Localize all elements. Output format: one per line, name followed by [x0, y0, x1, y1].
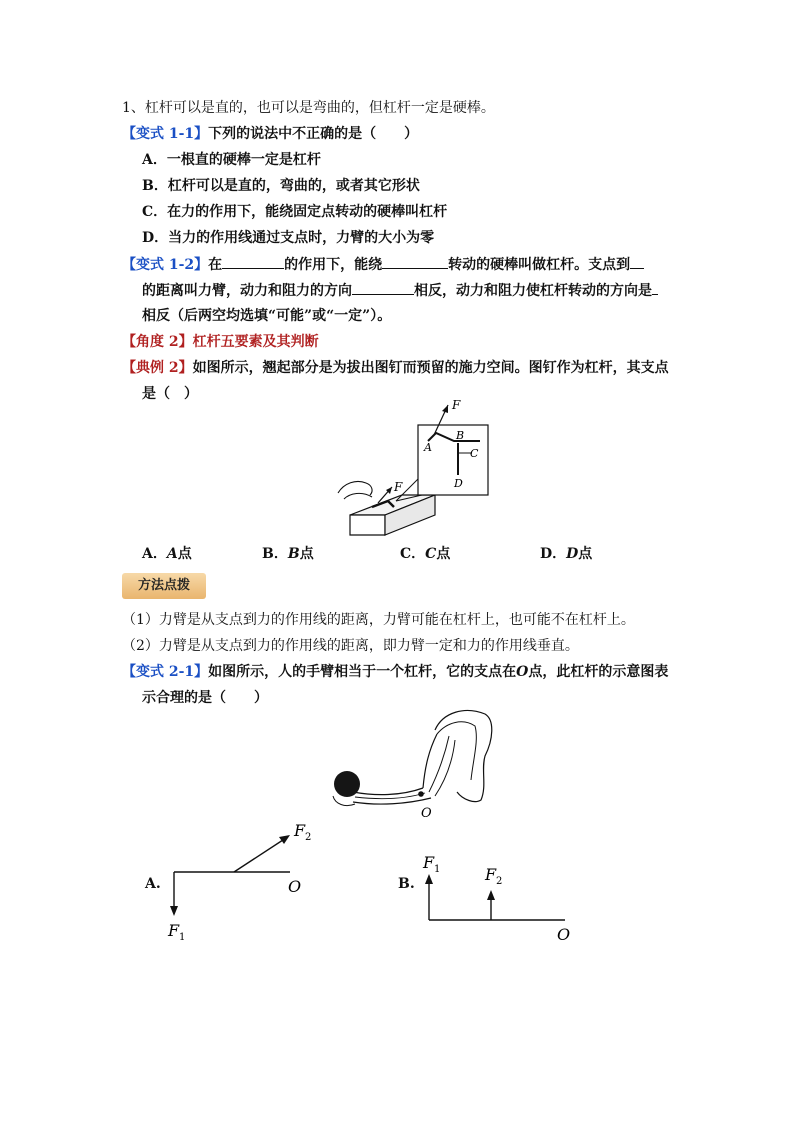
f1-sub-a: 1	[179, 932, 186, 943]
f2-arrowhead-a	[279, 835, 290, 844]
q21-option-a-label[interactable]: A.	[145, 876, 161, 892]
q11-option-b[interactable]: B．杠杆可以是直的，弯曲的，或者其它形状	[142, 178, 420, 194]
q12-blank-3[interactable]	[630, 254, 644, 269]
ex2-option-a-prefix: A．	[142, 546, 167, 562]
q11-stem	[122, 124, 418, 144]
force-arrowhead-large	[442, 405, 448, 413]
q12-text3: 转动的硬棒叫做杠杆。支点到	[448, 257, 631, 273]
upper-arm-bone-2	[435, 740, 455, 796]
ex2-stem1: 如图所示，翘起部分是为拔出图钉而预留的施力空间。图钉作为杠杆，其支点	[192, 360, 669, 376]
q12-blank-1[interactable]	[222, 254, 284, 269]
q11-option-a[interactable]: A．一根直的硬棒一定是杠杆	[142, 152, 321, 168]
q21-tag: 【变式 2-1】	[122, 664, 209, 680]
ex2-stem2: 是（ ）	[142, 386, 198, 402]
q21-stem1c: 点，此杠杆的示意图表	[528, 664, 669, 680]
f1-label-a: F	[168, 921, 180, 940]
ex2-option-c-suffix: 点	[436, 546, 451, 562]
f2-label-a: F	[294, 821, 306, 840]
q21-stem1b: O	[516, 664, 529, 680]
hand-sketch	[338, 481, 372, 495]
ex2-tag: 【典例 2】	[122, 360, 193, 376]
f2-label-b: F	[485, 865, 497, 884]
point-label-d: D	[454, 477, 463, 490]
ex2-option-b[interactable]	[262, 544, 314, 564]
q21-stem1a: 如图所示，人的手臂相当于一个杠杆，它的支点在	[208, 664, 517, 680]
ex2-option-a[interactable]	[142, 544, 192, 564]
angle2-heading: 【角度 2】杠杆五要素及其判断	[122, 334, 319, 350]
ex2-option-c-prefix: C．	[400, 546, 426, 562]
ex2-option-d-letter: D	[566, 546, 579, 562]
ex2-option-c[interactable]	[400, 544, 450, 564]
q11-option-c[interactable]: C．在力的作用下，能绕固定点转动的硬棒叫杠杆	[142, 204, 448, 220]
method-point-2: （2）力臂是从支点到力的作用线的距离，即力臂一定和力的作用线垂直。	[122, 638, 579, 654]
q21-option-b-label[interactable]: B.	[398, 876, 415, 892]
f1-arrowhead-b	[425, 874, 433, 884]
q12-text2: 的作用下，能绕	[284, 257, 383, 273]
f2-sub-b: 2	[496, 876, 503, 887]
point-label-b: B	[456, 429, 465, 442]
ex2-option-b-suffix: 点	[299, 546, 314, 562]
q12-text5: 相反，动力和阻力使杠杆转动的方向是	[414, 283, 652, 299]
ball	[334, 771, 360, 797]
q11-option-d[interactable]: D．当力的作用线通过支点时，力臂的大小为零	[142, 230, 435, 246]
method-point-1: （1）力臂是从支点到力的作用线的距离，力臂可能在杠杆上，也可能不在杠杆上。	[122, 612, 635, 628]
q12-line1	[122, 254, 644, 275]
f1-sub-b: 1	[434, 864, 441, 875]
point-label-c: C	[470, 447, 479, 460]
f2-arrow-a	[234, 838, 286, 872]
q12-line3	[142, 306, 391, 326]
f1-arrowhead-a	[170, 906, 178, 916]
forearm-top	[353, 788, 423, 795]
shoulder-inner	[437, 722, 476, 780]
intro-text: 1、杠杆可以是直的，也可以是弯曲的，但杠杆一定是硬棒。	[122, 100, 495, 116]
pivot-dot	[418, 791, 424, 797]
thumbtack-figure	[330, 395, 500, 540]
force-label-large: F	[452, 398, 461, 412]
arm-pivot-label: O	[421, 806, 432, 820]
ex2-stem-line1	[122, 358, 669, 378]
inset-box	[418, 425, 488, 495]
q12-text6: 相反（后两空均选填“可能”或“一定”）。	[142, 308, 392, 324]
q12-tag: 【变式 1-2】	[122, 257, 209, 273]
method-tag: 方法点拨	[122, 573, 206, 599]
ex2-option-a-letter: A	[166, 546, 178, 562]
ex2-option-d[interactable]	[540, 544, 592, 564]
hand-outline	[333, 796, 355, 806]
pivot-label-a: O	[288, 877, 302, 896]
q12-text4: 的距离叫力臂，动力和阻力的方向	[142, 283, 352, 299]
ex2-option-a-suffix: 点	[177, 546, 192, 562]
option-b-diagram	[415, 850, 585, 945]
pivot-label-b: O	[557, 925, 571, 944]
q21-stem2: 示合理的是（ ）	[142, 690, 268, 706]
ex2-option-d-suffix: 点	[578, 546, 593, 562]
q12-blank-5[interactable]	[652, 280, 658, 295]
f2-sub-a: 2	[305, 832, 312, 843]
q12-blank-2[interactable]	[382, 254, 448, 269]
q12-blank-4[interactable]	[352, 280, 414, 295]
point-label-a: A	[424, 441, 432, 454]
arm-figure	[325, 700, 505, 820]
ex2-option-d-prefix: D．	[540, 546, 567, 562]
f2-arrowhead-b	[487, 890, 495, 900]
f1-label-b: F	[423, 853, 435, 872]
ex2-option-b-prefix: B．	[262, 546, 288, 562]
hand-sketch-2	[344, 493, 372, 499]
q12-line2	[142, 280, 658, 301]
force-label-small: F	[394, 480, 403, 494]
ex2-option-c-letter: C	[425, 546, 437, 562]
q21-stem-line1	[122, 662, 668, 682]
forearm-bottom	[353, 798, 431, 804]
ex2-option-b-letter: B	[287, 546, 300, 562]
block-front	[350, 515, 385, 535]
q11-tag: 【变式 1-1】	[122, 126, 209, 142]
q12-text1: 在	[208, 257, 223, 273]
q11-stem-text: 下列的说法中不正确的是（ ）	[208, 126, 419, 142]
option-a-diagram	[160, 820, 320, 950]
